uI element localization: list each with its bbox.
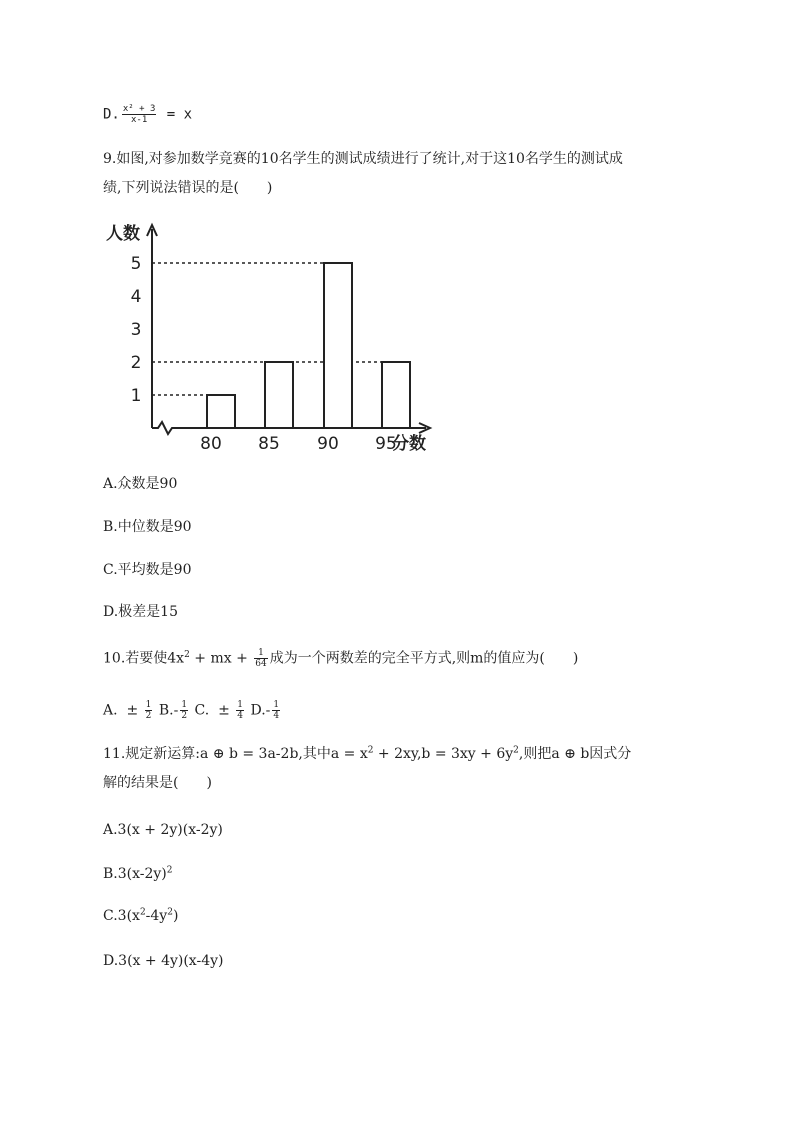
- y-tick-label: 1: [130, 386, 142, 406]
- q10-option-a-num: 1: [145, 700, 152, 710]
- q11-option-b-exp: 2: [166, 865, 173, 876]
- q10-frac-den: 64: [255, 659, 267, 669]
- q11-option-b-base: B.3(x-2y): [103, 866, 167, 882]
- q9-option-d: D.极差是15: [103, 604, 178, 620]
- q11-option-c: [103, 906, 178, 926]
- q10-option-c-sign: ±: [218, 702, 230, 719]
- q11-stem-line1: [103, 744, 631, 764]
- q11-option-b: [103, 864, 173, 884]
- x-tick-label: 90: [317, 434, 339, 453]
- q10-stem-fraction: [254, 648, 267, 669]
- q8-frac-num: x² + 3: [122, 104, 156, 114]
- q10-option-b-num: 1: [181, 700, 188, 710]
- q10-option-a-den: 2: [145, 711, 152, 721]
- q10-stem-prefix: 10.若要使4x: [103, 650, 185, 667]
- q10-stem-suffix: 成为一个两数差的完全平方式,则m的值应为( ): [269, 650, 579, 667]
- q11-option-c-exp-1: 2: [139, 907, 146, 918]
- x-axis-title: 分数: [392, 434, 426, 453]
- q10-option-d-sign: -: [265, 702, 271, 719]
- q10-option-c-den: 4: [237, 711, 244, 721]
- q11-option-c-part-b: -4y: [145, 908, 168, 924]
- q10-option-d-fraction: [272, 700, 280, 721]
- q11-option-a: A.3(x + 2y)(x-2y): [103, 822, 223, 838]
- q11-option-c-part-c: ): [172, 908, 179, 924]
- q10-option-b-label: B.: [158, 702, 174, 719]
- q8-option-d: [103, 104, 192, 125]
- bar: [382, 362, 410, 428]
- y-tick-label: 2: [130, 353, 142, 373]
- q11-option-c-part-a: C.3(x: [103, 908, 140, 924]
- q10-frac-num: 1: [254, 648, 267, 659]
- q10-option-b-fraction: [180, 700, 188, 721]
- y-tick-label: 5: [130, 254, 142, 274]
- bar: [207, 395, 235, 428]
- x-tick-label: 95: [375, 434, 397, 453]
- q10-option-c-label: C.: [194, 702, 210, 719]
- q10-option-b-den: 2: [181, 711, 188, 721]
- q10-option-a-label: A.: [103, 702, 118, 719]
- q10-options: [103, 700, 282, 721]
- q11-option-d: D.3(x + 4y)(x-4y): [103, 953, 224, 969]
- q8-option-d-fraction: [122, 104, 157, 125]
- q8-frac-den: x-1: [130, 115, 148, 125]
- q10-option-d-num: 1: [273, 700, 280, 710]
- q8-option-d-label: D.: [103, 106, 120, 123]
- q10-option-b-sign: -: [173, 702, 179, 719]
- q10-option-d-den: 4: [273, 711, 280, 721]
- q11-option-c-exp-2: 2: [167, 907, 173, 918]
- score-bar-chart: [100, 213, 440, 453]
- y-axis-title: 人数: [106, 224, 140, 244]
- q9-option-b: B.中位数是90: [103, 519, 192, 535]
- q10-stem: [103, 648, 578, 669]
- x-tick-label: 85: [258, 434, 280, 453]
- q10-option-c-num: 1: [237, 700, 244, 710]
- q11-stem-line2: 解的结果是( ): [103, 775, 212, 791]
- q9-stem-line2: 绩,下列说法错误的是( ): [103, 180, 273, 196]
- y-tick-label: 4: [130, 287, 142, 307]
- q11-stem-part-c: ,则把a ⊕ b因式分: [518, 746, 632, 762]
- q11-stem-part-a: 11.规定新运算:a ⊕ b = 3a-2b,其中a = x: [103, 746, 368, 762]
- q11-stem-part-b: + 2xy,b = 3xy + 6y: [373, 746, 514, 762]
- q10-option-d-label: D.: [250, 702, 266, 719]
- q11-exp-1: 2: [367, 745, 374, 756]
- q10-option-c-fraction: [236, 700, 244, 721]
- q9-option-c: C.平均数是90: [103, 562, 192, 578]
- q9-stem-line1: 9.如图,对参加数学竞赛的10名学生的测试成绩进行了统计,对于这10名学生的测试成: [103, 151, 623, 167]
- q10-stem-mid: + mx +: [189, 650, 253, 667]
- q10-option-a-fraction: [145, 700, 153, 721]
- bar: [265, 362, 293, 428]
- q10-option-a-sign: ±: [126, 702, 139, 719]
- y-tick-label: 3: [130, 320, 142, 340]
- bar: [324, 263, 352, 428]
- q10-stem-exp: 2: [184, 649, 190, 660]
- q9-option-a: A.众数是90: [103, 476, 178, 492]
- q8-option-d-rhs: = x: [158, 106, 193, 123]
- q11-exp-2: 2: [513, 745, 519, 756]
- x-tick-label: 80: [200, 434, 222, 453]
